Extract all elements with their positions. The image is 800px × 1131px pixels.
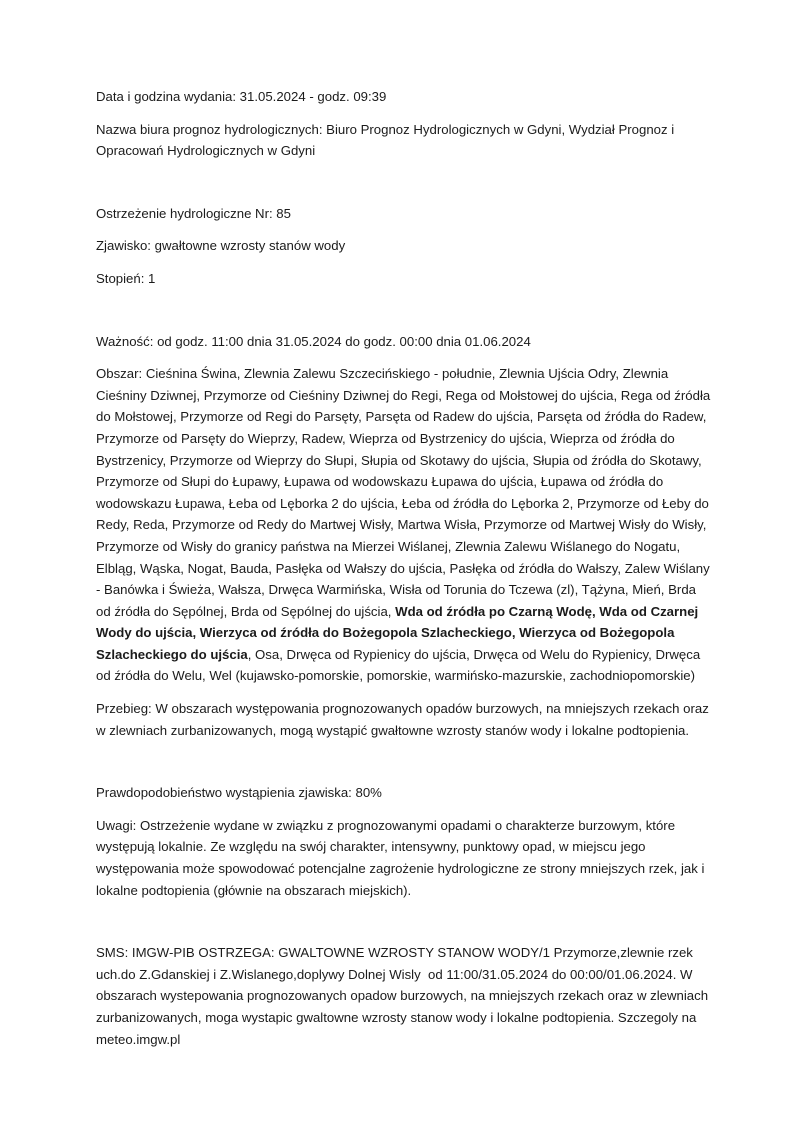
paragraph-spacer	[96, 912, 712, 942]
sms-paragraph: SMS: IMGW-PIB OSTRZEGA: GWALTOWNE WZROSTY STANOW WODY/1 Przymorze,zlewnie rzek uch.do Z.Gdanskiej i Z.Wislanego,doplywy Dolnej Wisly od 11:00/31.05.2024 do 00:00/01.06.2024. W obszarach wystepowania prognozowanych opadow burzowych, na mniejszych rzekach oraz w zlewniach zurbanizowanych, moga wystapic gwaltowne wzrosty stanow wody i lokalne podtopienia. Szczegoly na meteo.imgw.pl	[96, 945, 712, 1047]
probability-line: Prawdopodobieństwo wystąpienia zjawiska: 80%	[96, 785, 382, 801]
warning-title: Ostrzeżenie hydrologiczne Nr: 85	[96, 205, 291, 221]
course-paragraph: Przebieg: W obszarach występowania prognozowanych opadów burzowych, na mniejszych rzekach oraz w zlewniach zurbanizowanych, mogą wystąpić gwałtowne wzrosty stanów wody i lokalne podtopienia.	[96, 701, 709, 738]
degree-line: Stopień: 1	[96, 270, 156, 286]
remarks-paragraph: Uwagi: Ostrzeżenie wydane w związku z prognozowanymi opadami o charakterze burzowym, które występują lokalnie. Ze względu na swój charakter, intensywny, punktowy opad, w miejscu jego występowania może spowodować potencjalne zagrożenie hydrologiczne ze strony mniejszych rzek, jak i lokalne podtopienia (głównie na obszarach miejskich).	[96, 817, 705, 898]
paragraph-spacer	[96, 752, 712, 782]
paragraph-spacer	[96, 173, 712, 203]
area-text-bold-segment: Wda od źródła po Czarną Wodę, Wda od Czarnej Wody do ujścia, Wierzyca od źródła do Bożegopola Szlacheckiego, Wierzyca od Bożegopola Szlacheckiego do ujścia	[96, 603, 699, 662]
area-paragraph	[96, 363, 712, 687]
area-text-start: Obszar: Cieśnina Świna, Zlewnia Zalewu Szczecińskiego - południe, Zlewnia Ujścia Odry, Zlewnia Cieśniny Dziwnej, Przymorze od Cieśniny Dziwnej do Regi, Rega od Mołstowej do ujścia, Rega od źródła do Mołstowej, Przymorze od Regi do Parsęty, Parsęta od Radew do ujścia, Parsęta od źródła do Radew, Przymorze od Parsęty do Wieprzy, Radew, Wieprza od Bystrzenicy do ujścia, Wieprza od źródła do Bystrzenicy, Przymorze od Wieprzy do Słupi, Słupia od Skotawy do ujścia, Słupia od źródła do Skotawy, Przymorze od Słupi do Łupawy, Łupawa od wodowskazu Łupawa do ujścia, Łupawa od źródła do wodowskazu Łupawa, Łeba od Lęborka 2 do ujścia, Łeba od źródła do Lęborka 2, Przymorze od Łeby do Redy, Reda, Przymorze od Redy do Martwej Wisły, Martwa Wisła, Przymorze od Martwej Wisły do Wisły, Przymorze od Wisły do granicy państwa na Mierzei Wiślanej, Zlewnia Zalewu Wiślanego do Nogatu, Elbląg, Wąska, Nogat, Bauda, Pasłęka od Wałszy do ujścia, Pasłęka od źródła do Wałszy, Zalew Wiślany - Banówka i Świeża, Wałsza, Drwęca Warmińska, Wisła od Torunia do Tczewa (zl), Tążyna, Mień, Brda od źródła do Sępólnej, Brda od Sępólnej do ujścia,	[96, 366, 711, 619]
validity-line: Ważność: od godz. 11:00 dnia 31.05.2024 do godz. 00:00 dnia 01.06.2024	[96, 333, 531, 349]
forecast-office: Nazwa biura prognoz hydrologicznych: Biuro Prognoz Hydrologicznych w Gdyni, Wydział Prognoz i Opracowań Hydrologicznych w Gdyni	[96, 121, 675, 159]
paragraph-spacer	[96, 301, 712, 331]
issue-datetime: Data i godzina wydania: 31.05.2024 - godz. 09:39	[96, 89, 387, 104]
phenomenon-line: Zjawisko: gwałtowne wzrosty stanów wody	[96, 238, 346, 254]
area-text-end: , Osa, Drwęca od Rypienicy do ujścia, Drwęca od Welu do Rypienicy, Drwęca od źródła do Welu, Wel (kujawsko-pomorskie, pomorskie, warmińsko-mazurskie, zachodniopomorskie)	[96, 646, 701, 684]
